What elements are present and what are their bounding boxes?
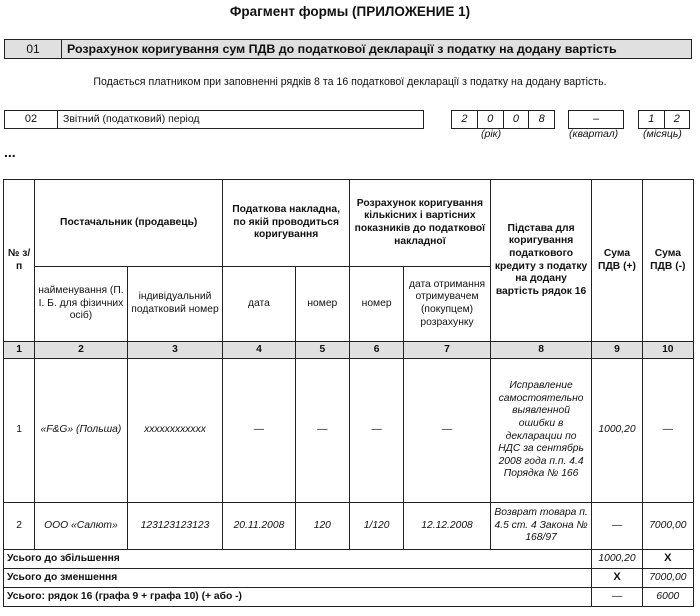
invoice-date: 20.11.2008 [223,503,295,550]
month-digit: 1 [639,111,665,128]
row-number: 2 [4,503,35,550]
supplier-name: «F&G» (Польша) [35,359,128,503]
header-invoice-date: дата [223,267,295,342]
correction-basis: Исправление самостоятельно выявленной ошибки в декларации по НДС за сентябрь 2008 года п.п. 4.4 Порядка № 166 [490,359,592,503]
header-supplier-name: найменування (П. І. Б. для фізичних осіб) [35,267,128,342]
column-number: 8 [490,342,592,359]
year-caption: (рік) [481,128,502,140]
row-01-number: 01 [5,40,62,58]
total-decrease-plus: X [592,569,642,588]
header-number: № з/п [4,180,35,342]
header-basis: Підстава для коригування податкового кредиту з податку на додану вартість рядок 16 [490,180,592,342]
year-digit: 0 [478,111,504,128]
year-digit: 8 [538,113,545,125]
quarter-caption: (квартал) [569,128,619,140]
total-decrease-row [4,569,694,588]
total-increase-minus: X [642,550,693,569]
month-digit: 2 [673,113,680,125]
column-numbers-row [4,342,694,359]
quarter-value: – [592,113,600,125]
total-increase-plus: 1000,20 [592,550,642,569]
grand-total-label: Усього: рядок 16 (графа 9 + графа 10) (+ або -) [4,588,592,607]
form-row-02 [4,110,424,129]
column-number: 5 [295,342,349,359]
total-increase-label: Усього до збільшення [4,550,592,569]
year-digit: 2 [452,111,478,128]
calc-date: 12.12.2008 [404,503,491,550]
vat-minus: — [642,359,693,503]
header-vat-plus: Сума ПДВ (+) [592,180,642,342]
supplier-tax-id: 123123123123 [127,503,223,550]
total-increase-row [4,550,694,569]
column-number: 9 [592,342,642,359]
row-01-heading: Розрахунок коригування сум ПДВ до податкової декларації з податку на додану вартість [67,42,617,56]
correction-basis: Возврат товара п. 4.5 ст. 4 Закона № 168/97 [490,503,592,550]
grand-total-row [4,588,694,607]
header-invoice-number: номер [295,267,349,342]
supplier-name: ООО «Салют» [35,503,128,550]
correction-table [3,179,694,607]
column-number: 3 [127,342,223,359]
column-number: 4 [223,342,295,359]
invoice-date: — [223,359,295,503]
reporting-period-label: Звітний (податковий) період [63,113,200,125]
form-row-01 [4,39,692,59]
ellipsis: ... [4,144,16,160]
year-field[interactable] [451,110,555,129]
page-title: Фрагмент формы (ПРИЛОЖЕНИЕ 1) [229,4,471,19]
column-number: 1 [4,342,35,359]
supplier-tax-id: xxxxxxxxxxxx [127,359,223,503]
total-decrease-minus: 7000,00 [642,569,693,588]
calc-number: 1/120 [349,503,403,550]
table-row [4,503,694,550]
vat-plus: — [592,503,642,550]
year-digit: 0 [504,111,530,128]
table-row [4,359,694,503]
submission-note: Подається платником при заповненні рядків 8 та 16 податкової декларації з податку на додану вартість. [93,76,607,88]
column-number: 10 [642,342,693,359]
month-caption: (місяць) [643,128,682,140]
column-number: 6 [349,342,403,359]
header-calc-number: номер [349,267,403,342]
invoice-number: 120 [295,503,349,550]
row-number: 1 [4,359,35,503]
calc-date: — [404,359,491,503]
calc-number: — [349,359,403,503]
grand-total-plus: — [592,588,642,607]
vat-minus: 7000,00 [642,503,693,550]
row-02-number: 02 [5,111,58,128]
header-invoice: Податкова накладна, по якій проводиться коригування [223,180,350,267]
column-number: 7 [404,342,491,359]
header-supplier-tax-id: індивідуальний податковий номер [127,267,223,342]
vat-plus: 1000,20 [592,359,642,503]
quarter-field[interactable] [568,110,624,129]
header-supplier: Постачальник (продавець) [35,180,223,267]
invoice-number: — [295,359,349,503]
header-vat-minus: Сума ПДВ (-) [642,180,693,342]
total-decrease-label: Усього до зменшення [4,569,592,588]
month-field[interactable] [638,110,690,129]
grand-total-minus: 6000 [642,588,693,607]
header-calculation: Розрахунок коригування кількісних і вартісних показників до податкової накладної [349,180,490,267]
column-number: 2 [35,342,128,359]
header-calc-date: дата отримання отримувачем (покупцем) розрахунку [404,267,491,342]
